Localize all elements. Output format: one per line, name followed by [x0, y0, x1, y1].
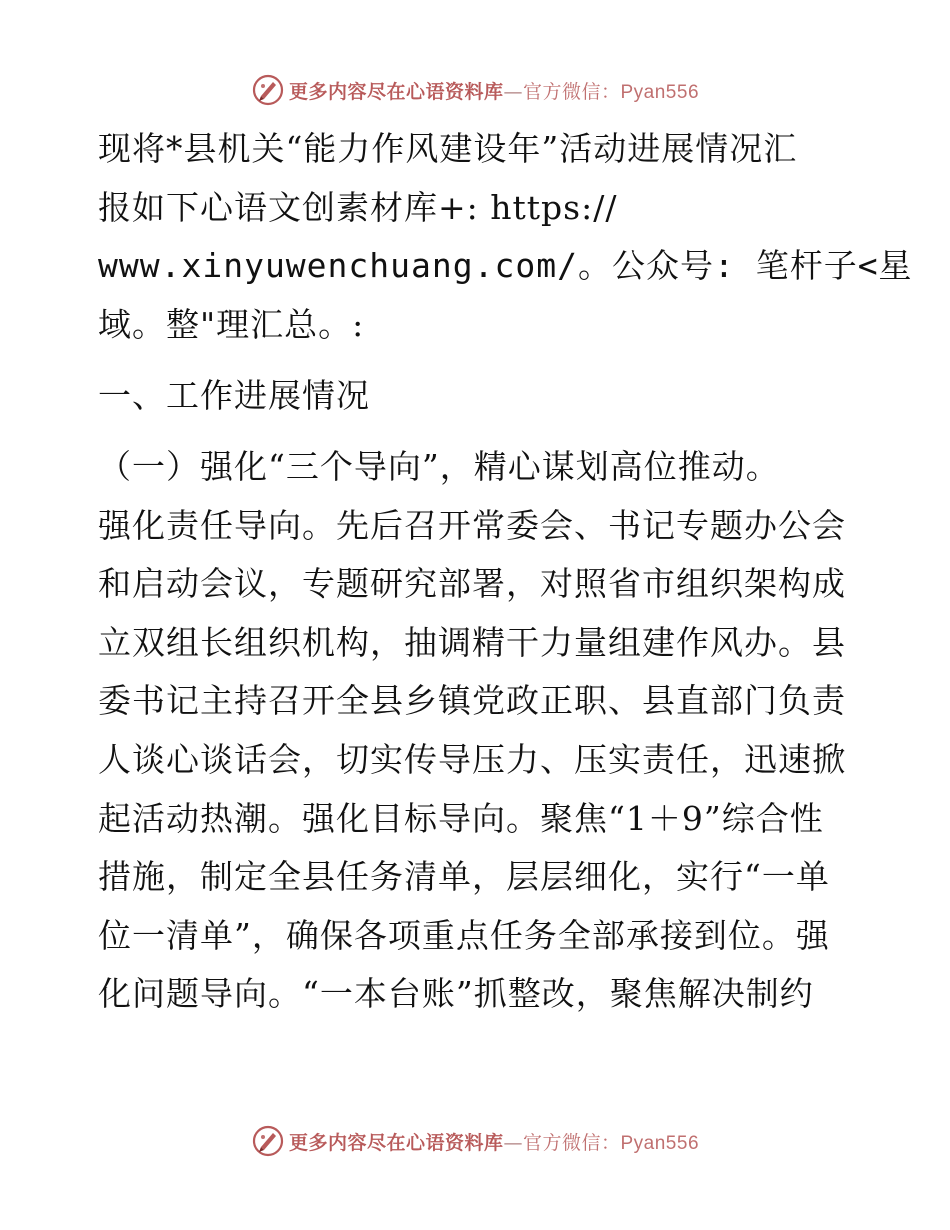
subsection-heading: （一）强化“三个导向”，精心谋划高位推动。: [98, 446, 780, 486]
footer-watermark: [0, 1119, 950, 1163]
intro-line: 报如下心语文创素材库+: https://: [98, 187, 618, 227]
paragraph-line: 人谈心谈话会，切实传导压力、压实责任，迅速掀: [98, 739, 846, 779]
paragraph-line: 立双组长组织机构，抽调精干力量组建作风办。县: [98, 622, 846, 662]
intro-line: www.xinyuwenchuang.com/。公众号: 笔杆子<星: [98, 246, 913, 286]
footer-separator: —: [503, 1131, 523, 1154]
header-watermark: [0, 68, 950, 112]
header-wechat-label: 官方微信：: [522, 80, 621, 103]
footer-wechat-label: 官方微信：: [522, 1131, 621, 1154]
footer-wechat-id: Pyan556: [620, 1132, 700, 1154]
paragraph-line: 起活动热潮。强化目标导向。聚焦“1＋9”综合性: [98, 798, 824, 838]
header-brand-text: 更多内容尽在心语资料库: [288, 80, 504, 103]
paragraph-line: 和启动会议，专题研究部署，对照省市组织架构成: [98, 564, 846, 604]
section-heading: 一、工作进展情况: [98, 376, 370, 416]
paragraph-line: 位一清单”，确保各项重点任务全部承接到位。强: [98, 915, 830, 955]
paragraph-line: 强化责任导向。先后召开常委会、书记专题办公会: [98, 505, 846, 545]
header-separator: —: [503, 80, 523, 103]
paragraph-line: 措施，制定全县任务清单，层层细化，实行“一单: [98, 857, 830, 897]
brand-logo-icon: [251, 1124, 285, 1158]
intro-line: 域。整"理汇总。:: [98, 304, 365, 344]
footer-brand-text: 更多内容尽在心语资料库: [288, 1131, 504, 1154]
brand-logo-icon: [251, 73, 285, 107]
document-body: [98, 120, 913, 1024]
paragraph-line: 委书记主持召开全县乡镇党政正职、县直部门负责: [98, 681, 846, 721]
header-wechat-id: Pyan556: [620, 81, 700, 103]
intro-line: 现将*县机关“能力作风建设年”活动进展情况汇: [98, 129, 798, 168]
paragraph-line: 化问题导向。“一本台账”抓整改，聚焦解决制约: [98, 974, 814, 1014]
footer-brand: [289, 1128, 699, 1155]
header-brand: [289, 77, 699, 104]
